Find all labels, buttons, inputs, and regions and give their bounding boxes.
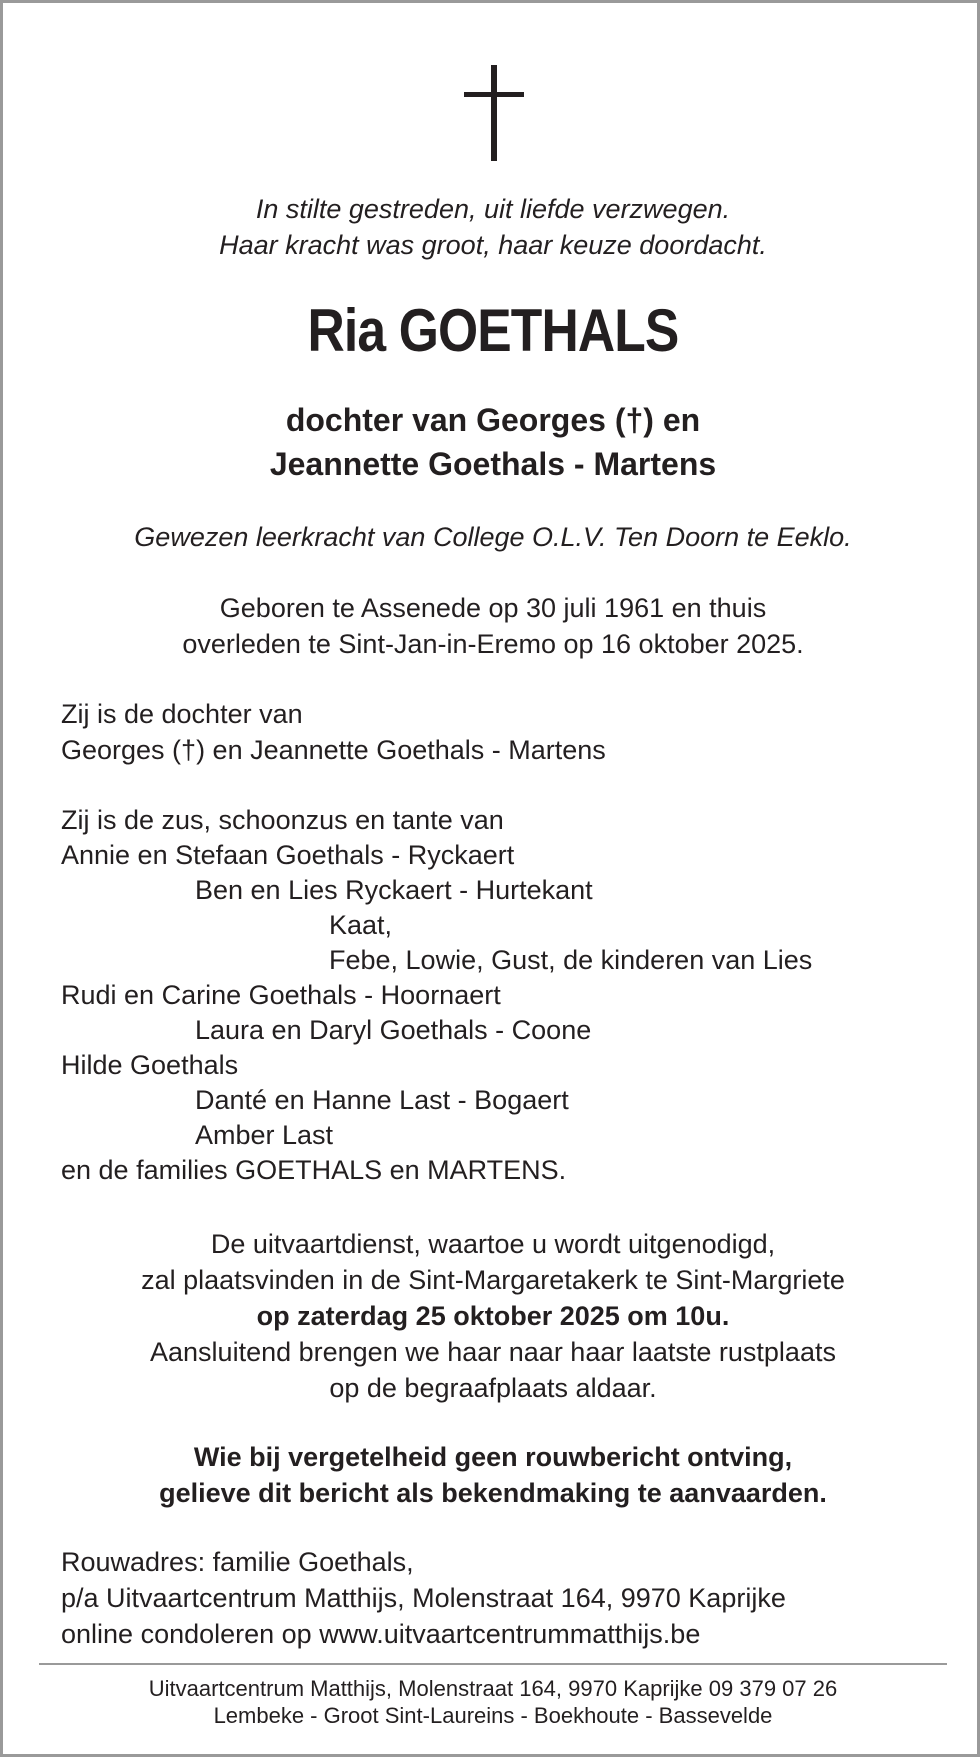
- birth-death-line-1: Geboren te Assenede op 30 juli 1961 en thuis: [219, 593, 767, 623]
- verse-line-2: Haar kracht was groot, haar keuze doordacht.: [219, 230, 767, 260]
- address-line-3: online condoleren op www.uitvaartcentrummatthijs.be: [61, 1619, 701, 1649]
- family-line: Danté en Hanne Last - Bogaert: [195, 1085, 569, 1115]
- address-line-1: Rouwadres: familie Goethals,: [61, 1547, 414, 1577]
- cross-icon: [464, 65, 524, 161]
- family-line: en de families GOETHALS en MARTENS.: [61, 1155, 567, 1185]
- notice-line-2: gelieve dit bericht als bekendmaking te aanvaarden.: [159, 1478, 827, 1508]
- daughter-of-line-2: Georges (†) en Jeannette Goethals - Martens: [61, 735, 606, 765]
- footer-line-1: Uitvaartcentrum Matthijs, Molenstraat 164, 9970 Kaprijke 09 379 07 26: [148, 1676, 838, 1701]
- footer-line-2: Lembeke - Groot Sint-Laureins - Boekhoute - Bassevelde: [213, 1703, 773, 1728]
- notice-line-1: Wie bij vergetelheid geen rouwbericht ontving,: [193, 1442, 793, 1472]
- family-line: Febe, Lowie, Gust, de kinderen van Lies: [329, 945, 813, 975]
- family-line: Hilde Goethals: [61, 1050, 239, 1080]
- family-line: Amber Last: [195, 1120, 334, 1150]
- birth-death-line-2: overleden te Sint-Jan-in-Eremo op 16 oktober 2025.: [182, 629, 804, 659]
- service-line-4: Aansluitend brengen we haar naar haar laatste rustplaats: [150, 1337, 836, 1367]
- address-line-2: p/a Uitvaartcentrum Matthijs, Molenstraat 164, 9970 Kaprijke: [61, 1583, 786, 1613]
- family-line: Annie en Stefaan Goethals - Ryckaert: [61, 840, 515, 870]
- service-line-2: zal plaatsvinden in de Sint-Margaretakerk te Sint-Margriete: [141, 1265, 845, 1295]
- family-line: Kaat,: [329, 910, 393, 940]
- family-intro: Zij is de zus, schoonzus en tante van: [61, 805, 504, 835]
- service-line-1: De uitvaartdienst, waartoe u wordt uitgenodigd,: [210, 1229, 776, 1259]
- occupation-line: Gewezen leerkracht van College O.L.V. Ten Doorn te Eeklo.: [134, 522, 852, 552]
- deceased-name: Ria GOETHALS: [307, 297, 679, 364]
- parents-heading-line-2: Jeannette Goethals - Martens: [269, 446, 717, 482]
- service-line-5: op de begraafplaats aldaar.: [329, 1373, 657, 1403]
- family-line: Ben en Lies Ryckaert - Hurtekant: [195, 875, 593, 905]
- daughter-of-line-1: Zij is de dochter van: [61, 699, 303, 729]
- family-line: Laura en Daryl Goethals - Coone: [195, 1015, 592, 1045]
- family-line: Rudi en Carine Goethals - Hoornaert: [61, 980, 501, 1010]
- parents-heading-line-1: dochter van Georges (†) en: [285, 402, 701, 438]
- verse-line-1: In stilte gestreden, uit liefde verzwegen.: [255, 194, 731, 224]
- service-date: op zaterdag 25 oktober 2025 om 10u.: [256, 1301, 730, 1331]
- footer-divider: [39, 1663, 947, 1665]
